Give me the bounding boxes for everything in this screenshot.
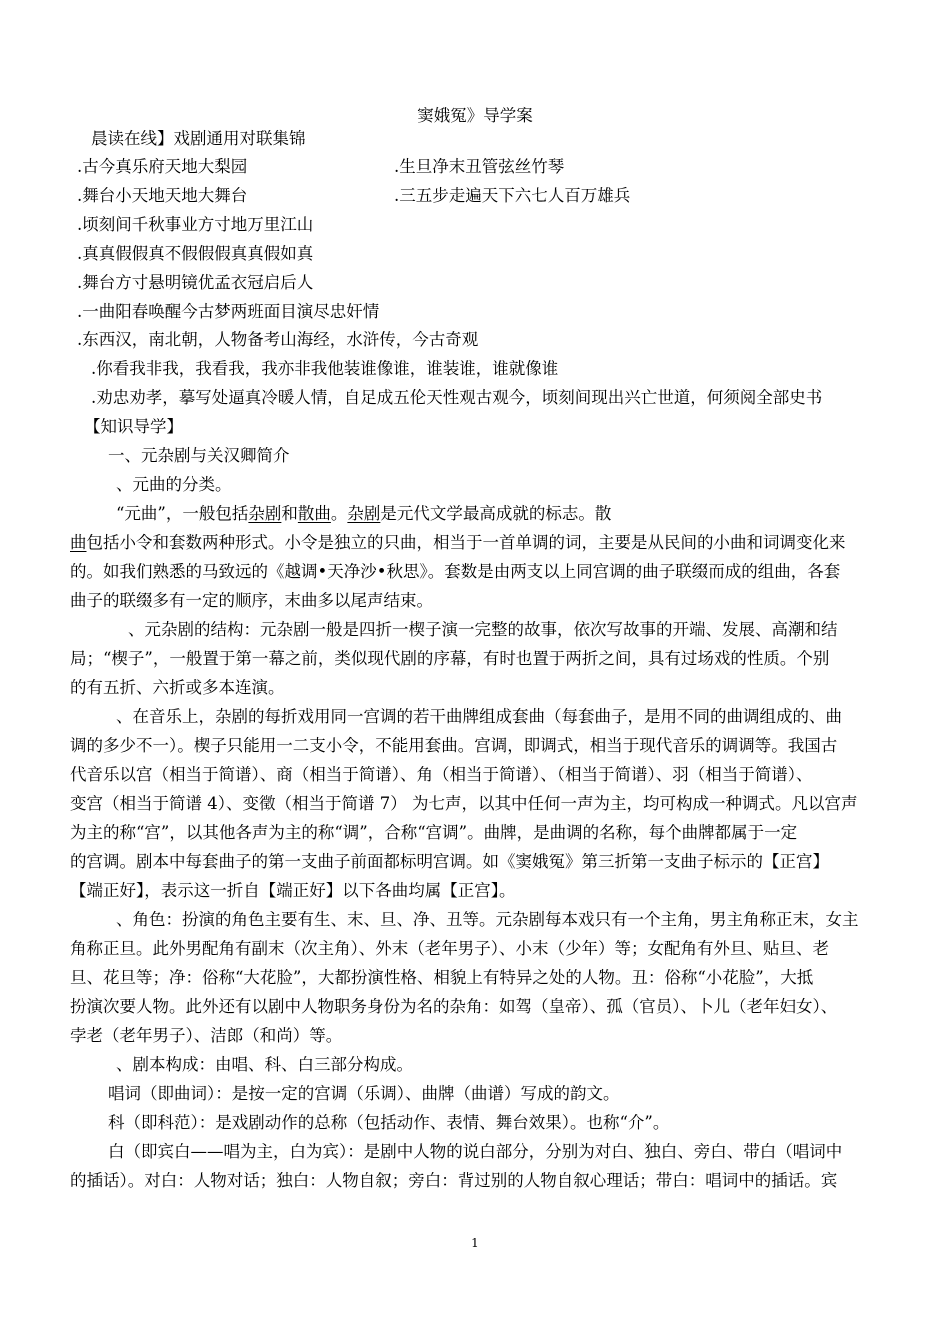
text: 。 bbox=[330, 504, 348, 523]
paragraph-line: 的宫调。剧本中每套曲子的第一支曲子前面都标明宫调。如《窦娥冤》第三折第一支曲子标示的【正宫】 bbox=[70, 852, 829, 871]
text: “元曲”，一般包括 bbox=[116, 504, 249, 523]
page-number: 1 bbox=[471, 1236, 479, 1250]
couplet-item: .古今真乐府天地大梨园 bbox=[77, 157, 248, 176]
paragraph-line: 变宫（相当于简谱 4）、变徵（相当于简谱 7） 为七声，以其中任何一声为主，均可构成一种调式。凡以宫声 bbox=[70, 794, 858, 813]
paragraph-line: 唱词（即曲词）：是按一定的宫调（乐调）、曲牌（曲谱）写成的韵文。 bbox=[108, 1084, 620, 1103]
paragraph-line: 的有五折、六折或多本连演。 bbox=[70, 678, 285, 697]
paragraph-line: 、在音乐上，杂剧的每折戏用同一宫调的若干曲牌组成套曲（每套曲子，是用不同的曲调组成的、曲 bbox=[116, 707, 842, 726]
couplet-item: .顷刻间千秋事业方寸地万里江山 bbox=[77, 215, 314, 234]
paragraph-line: 白（即宾白——唱为主，白为宾）：是剧中人物的说白部分，分别为对白、独白、旁白、带白（唱词中 bbox=[108, 1142, 843, 1161]
text: 包括小令和套数两种形式。小令是独立的只曲，相当于一首单调的词，主要是从民间的小曲和词调变化来 bbox=[86, 533, 846, 552]
paragraph-line: 局；“楔子”，一般置于第一幕之前，类似现代剧的序幕，有时也置于两折之间，具有过场戏的性质。个别 bbox=[70, 649, 830, 668]
subsection-heading: 、元曲的分类。 bbox=[116, 475, 232, 494]
couplet-item: .东西汉，南北朝，人物备考山海经，水浒传，今古奇观 bbox=[77, 330, 479, 349]
paragraph-line: 为主的称“宫”，以其他各声为主的称“调”，合称“宫调”。曲牌，是曲调的名称，每个曲牌都属于一定 bbox=[70, 823, 798, 842]
couplet-item: .三五步走遍天下六七人百万雄兵 bbox=[394, 186, 631, 205]
underlined-term: 散曲 bbox=[297, 504, 331, 523]
underlined-term: 曲 bbox=[70, 533, 87, 552]
paragraph-line: 孛老（老年男子）、洁郎（和尚）等。 bbox=[70, 1026, 343, 1045]
section-heading: 一、元杂剧与关汉卿简介 bbox=[108, 446, 290, 465]
paragraph-line: 旦、花旦等；净：俗称“大花脸”，大都扮演性格、相貌上有特异之处的人物。丑：俗称“小花脸”，大抵 bbox=[70, 968, 814, 987]
morning-heading: 晨读在线】戏剧通用对联集锦 bbox=[91, 129, 306, 148]
text: 是元代文学最高成就的标志。散 bbox=[380, 504, 612, 523]
couplet-item: .舞台方寸悬明镜优孟衣冠启后人 bbox=[77, 273, 314, 292]
couplet-item: .真真假假真不假假假真真假如真 bbox=[77, 244, 314, 263]
paragraph-line bbox=[116, 500, 611, 528]
paragraph-line: 科（即科范）：是戏剧动作的总称（包括动作、表情、舞台效果）。也称“介”。 bbox=[108, 1113, 670, 1132]
paragraph-line: 曲子的联缀多有一定的顺序，末曲多以尾声结束。 bbox=[70, 591, 433, 610]
paragraph-line: 角称正旦。此外男配角有副末（次主角）、外末（老年男子）、小末（少年）等；女配角有外旦、贴旦、老 bbox=[70, 939, 829, 958]
underlined-term: 杂剧 bbox=[248, 504, 282, 523]
couplet-item: .劝忠劝孝，摹写处逼真冷暖人情，自足成五伦天性观古观今，顷刻间现出兴亡世道，何须阅全部史书 bbox=[91, 388, 823, 407]
paragraph-line: 、元杂剧的结构：元杂剧一般是四折一楔子演一完整的故事，依次写故事的开端、发展、高潮和结 bbox=[128, 620, 838, 639]
knowledge-heading: 【知识导学】 bbox=[84, 417, 183, 436]
paragraph-line: 的插话）。对白：人物对话；独白：人物自叙；旁白：背过别的人物自叙心理话；带白：唱词中的插话。宾 bbox=[70, 1171, 838, 1190]
paragraph-line: 、剧本构成：由唱、科、白三部分构成。 bbox=[116, 1055, 413, 1074]
text: 和 bbox=[281, 504, 298, 523]
paragraph-line: 【端正好】，表示这一折自【端正好】以下各曲均属【正宫】。 bbox=[70, 881, 516, 900]
page-title: 窦娥冤》导学案 bbox=[417, 106, 533, 125]
couplet-item: .一曲阳春唤醒今古梦两班面目演尽忠奸情 bbox=[77, 302, 380, 321]
paragraph-line: 的。如我们熟悉的马致远的《越调•天净沙•秋思》。套数是由两支以上同宫调的曲子联缀而成的组曲，各套 bbox=[70, 562, 841, 581]
paragraph-line: 扮演次要人物。此外还有以剧中人物职务身份为名的杂角：如驾（皇帝）、孤（官员）、卜儿（老年妇女）、 bbox=[70, 997, 838, 1016]
paragraph-line: 代音乐以宫（相当于简谱）、商（相当于简谱）、角（相当于简谱）、（相当于简谱）、羽（相当于简谱）、 bbox=[70, 765, 813, 784]
couplet-item: .生旦净末丑管弦丝竹琴 bbox=[394, 157, 565, 176]
paragraph-line: 调的多少不一）。楔子只能用一二支小令，不能用套曲。宫调，即调式，相当于现代音乐的调调等。我国古 bbox=[70, 736, 838, 755]
couplet-item: .你看我非我，我看我，我亦非我他装谁像谁，谁装谁，谁就像谁 bbox=[91, 359, 559, 378]
underlined-term: 杂剧 bbox=[347, 504, 381, 523]
paragraph-line bbox=[70, 529, 846, 557]
couplet-item: .舞台小天地天地大舞台 bbox=[77, 186, 248, 205]
paragraph-line: 、角色：扮演的角色主要有生、末、旦、净、丑等。元杂剧每本戏只有一个主角，男主角称正末，女主 bbox=[116, 910, 859, 929]
